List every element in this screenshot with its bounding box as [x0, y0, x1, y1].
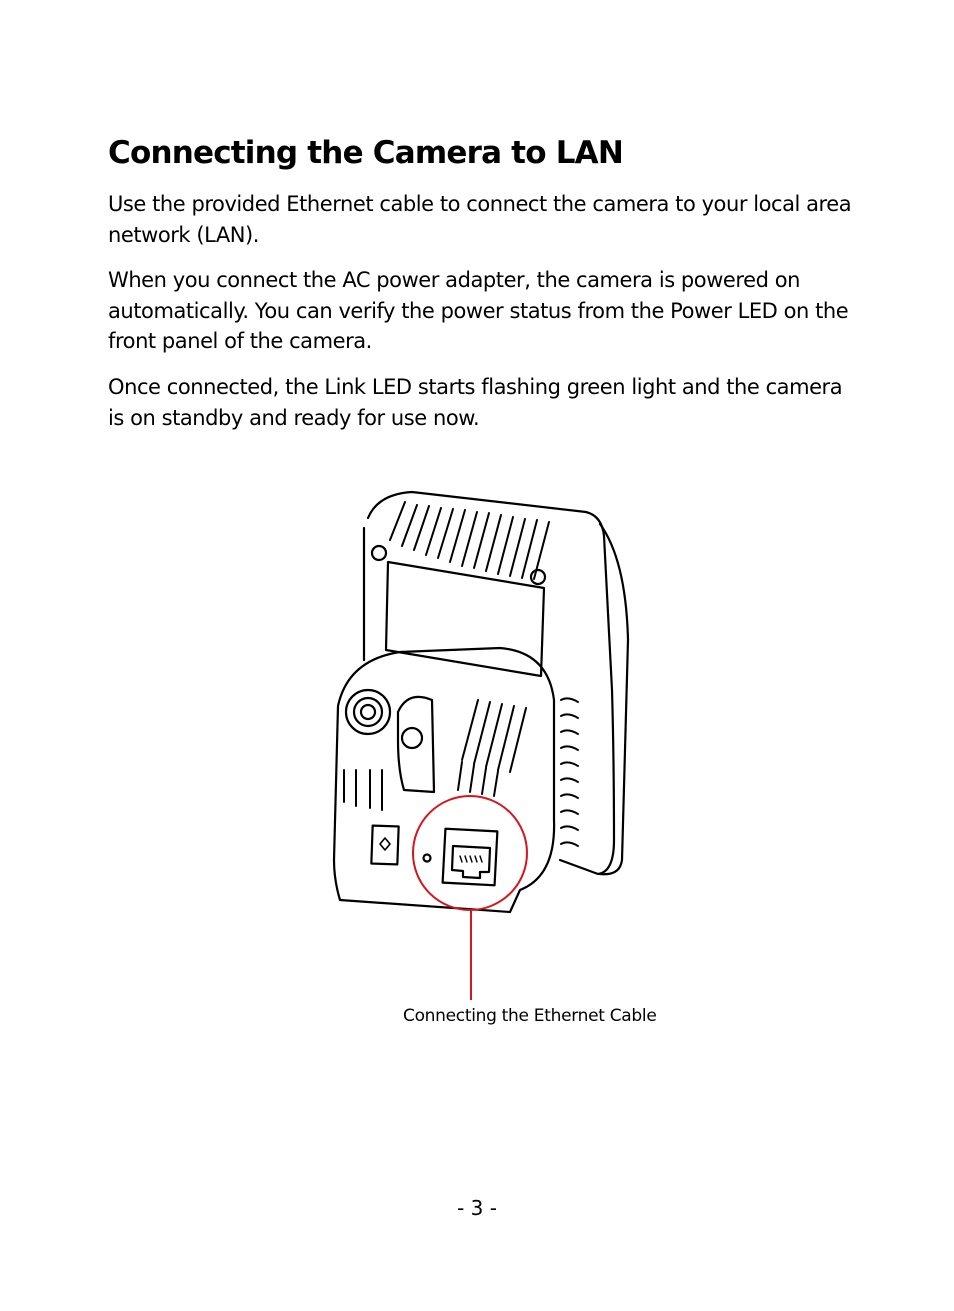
link-led	[424, 855, 431, 862]
page-number: - 3 -	[457, 1196, 497, 1220]
page-title: Connecting the Camera to LAN	[108, 135, 623, 171]
paragraph-link-led: Once connected, the Link LED starts flashing green light and the camera is on standby and ready for use now.	[108, 375, 843, 430]
screw-hole-right	[531, 570, 545, 584]
label-panel	[386, 562, 544, 676]
camera-illustration	[320, 480, 640, 1010]
paragraph-ethernet: Use the provided Ethernet cable to connect the camera to your local area network (LAN).	[108, 192, 852, 247]
top-vent-slots	[390, 502, 549, 579]
lower-vent-slots	[344, 700, 526, 810]
screw-hole-left	[372, 546, 386, 560]
side-ribs	[561, 698, 578, 846]
ethernet-highlight-circle	[413, 796, 527, 910]
reset-button	[371, 826, 398, 865]
figure-caption: Connecting the Ethernet Cable	[403, 1006, 657, 1026]
power-connector	[346, 690, 390, 734]
paragraph-power: When you connect the AC power adapter, the camera is powered on automatically. You can verify the power status from the Power LED on the front panel of the camera.	[108, 268, 849, 353]
